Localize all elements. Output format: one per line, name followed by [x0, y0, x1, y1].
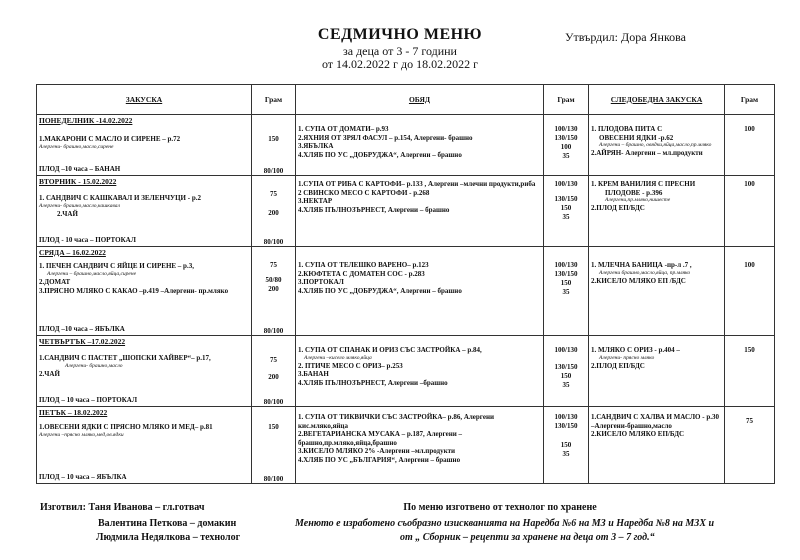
- col-lunch: ОБЯД: [296, 85, 544, 115]
- gram-value: 80/100: [263, 238, 284, 246]
- lunch-item: 4.ХЛЯБ ПЪЛНОЗЪРНЕСТ, Алергени – брашно: [298, 205, 450, 214]
- gram-value: 130/150: [554, 134, 578, 142]
- gram-value: 80/100: [263, 167, 284, 175]
- allergens: Алергени – брашно,масло,яйца,сирене: [47, 271, 137, 277]
- snack-item: ПЛОДОВЕ - р.396: [605, 188, 663, 197]
- fruit-item: ПЛОД –10 часа – БАНАН: [39, 165, 121, 173]
- snack-item: ОВЕСЕНИ ЯДКИ -р.62: [599, 133, 674, 142]
- menu-table: [36, 84, 775, 484]
- fruit-item: ПЛОД –10 часа – ЯБЪЛКА: [39, 325, 125, 333]
- allergens: Алергени –кисело мляко,яйца: [304, 354, 372, 361]
- gram-value: 100: [744, 261, 755, 269]
- day-name: ЧЕТВЪРТЪК –17.02.2022: [39, 337, 126, 346]
- gram-value: 100/130: [554, 125, 578, 133]
- gram-value: 80/100: [263, 398, 284, 406]
- allergens: Алергени- брашно,масло,сирене: [39, 144, 114, 150]
- snack-item: 1.САНДВИЧ С ХАЛВА И МАСЛО - р.30 –Алергени-брашно,масло: [591, 413, 719, 430]
- lunch-item: 4.ХЛЯБ ПО УС „ДОБРУДЖА“, Алергени – брашно: [298, 286, 462, 295]
- fruit-item: ПЛОД – 10 часа – ЯБЪЛКА: [39, 473, 127, 481]
- gram-value: 150: [560, 372, 572, 380]
- gram-value: 150: [268, 135, 279, 143]
- lunch-item: 3.ПОРТОКАЛ: [298, 278, 344, 286]
- gram-value: 50/80: [265, 276, 282, 284]
- gram-value: 80/100: [263, 475, 284, 483]
- gram-value: 75: [746, 417, 753, 425]
- lunch-item: 1. СУПА ОТ ТЕЛЕШКО ВАРЕНО– р.123: [298, 261, 429, 269]
- lunch-item: 2. ПТИЧЕ МЕСО С ОРИЗ– р.253: [298, 361, 403, 370]
- lunch-item: 1. СУПА ОТ ТИКВИЧКИ СЪС ЗАСТРОЙКА– р.86, Алергени кис.мляко,яйца: [298, 413, 495, 430]
- snack-item: 1. КРЕМ ВАНИЛИЯ С ПРЕСНИ: [591, 180, 696, 188]
- date-range: от 14.02.2022 г до 18.02.2022 г: [321, 57, 479, 71]
- breakfast-item: 1.МАКАРОНИ С МАСЛО И СИРЕНЕ – р.72: [39, 135, 181, 143]
- regulation-note: Менюто е изработено съобразно изискванията на Наредба №6 на МЗ и Наредба №8 на МЗХ и: [295, 518, 715, 529]
- prepared-by: Изготвил: Таня Иванова – гл.готвач: [40, 502, 205, 513]
- day-row: [37, 407, 775, 484]
- breakfast-item: 2.ЧАЙ: [57, 210, 78, 218]
- day-row: [37, 176, 775, 247]
- col-snack: СЛЕДОБЕДНА ЗАКУСКА: [589, 85, 725, 115]
- breakfast-item: 1. САНДВИЧ С КАШКАВАЛ И ЗЕЛЕНЧУЦИ - р.2: [39, 194, 201, 202]
- gram-value: 150: [268, 423, 279, 431]
- snack-item: 2.АЙРЯН- Алергени – мл.продукти: [591, 149, 703, 157]
- gram-value: 130/150: [554, 422, 578, 430]
- breakfast-item: 1.ОВЕСЕНИ ЯДКИ С ПРЯСНО МЛЯКО И МЕД– р.81: [39, 423, 213, 431]
- breakfast-item: 1. ПЕЧЕН САНДВИЧ С ЯЙЦЕ И СИРЕНЕ – р.3,: [39, 262, 194, 270]
- breakfast-item: 3.ПРЯСНО МЛЯКО С КАКАО –р.419 –Алергени- пр.мляко: [39, 287, 229, 295]
- snack-item: 2.КИСЕЛО МЛЯКО ЕП /БДС: [591, 276, 686, 285]
- col-gram: Грам: [252, 85, 296, 115]
- gram-value: 35: [562, 288, 570, 296]
- fruit-item: ПЛОД - 10 часа – ПОРТОКАЛ: [39, 236, 136, 244]
- page-title: СЕДМИЧНО МЕНЮ: [317, 26, 483, 43]
- allergens: Алергени брашно,масло,яйца, пр.мляко: [599, 269, 691, 276]
- gram-value: 130/150: [554, 195, 578, 203]
- lunch-item: 2.ЯХНИЯ ОТ ЗРЯЛ ФАСУЛ – р.154, Алергени- брашно: [298, 133, 473, 142]
- gram-value: 100/130: [554, 413, 578, 421]
- snack-item: 2.КИСЕЛО МЛЯКО ЕП/БДС: [591, 430, 685, 438]
- technologist-note: По меню изготвено от технолог по хранене: [403, 502, 597, 513]
- snack-item: 1. ПЛОДОВА ПИТА С: [591, 125, 663, 133]
- gram-value: 35: [562, 152, 570, 160]
- gram-value: 100: [560, 143, 572, 151]
- gram-value: 200: [268, 373, 279, 381]
- snack-item: 1. МЛЕЧНА БАНИЦА -пр-л .7 ,: [591, 261, 692, 269]
- gram-value: 75: [270, 190, 277, 198]
- gram-value: 35: [562, 450, 570, 458]
- gram-value: 150: [560, 204, 572, 212]
- gram-value: 130/150: [554, 270, 578, 278]
- lunch-item: 4.ХЛЯБ ПО УС „БЪЛГАРИЯ“, Алергени – брашно: [298, 455, 461, 464]
- gram-value: 100/130: [554, 261, 578, 269]
- lunch-item: 4.ХЛЯБ ПЪЛНОЗЪРНЕСТ, Алергени –брашно: [298, 378, 448, 387]
- snack-item: 1. МЛЯКО С ОРИЗ - р.404 –: [591, 346, 680, 354]
- gram-value: 150: [744, 346, 755, 354]
- gram-value: 100/130: [554, 180, 578, 188]
- gram-value: 80/100: [263, 327, 284, 335]
- col-breakfast: ЗАКУСКА: [37, 85, 252, 115]
- col-gram: Грам: [725, 85, 775, 115]
- gram-value: 35: [562, 381, 570, 389]
- gram-value: 200: [268, 209, 279, 217]
- approved-by: Утвърдил: Дора Янкова: [565, 30, 686, 44]
- allergens: Алергени –прясно мляко,мед,ов.ядки: [39, 432, 124, 438]
- day-name: ВТОРНИК - 15.02.2022: [39, 177, 117, 186]
- day-name: ПОНЕДЕЛНИК -14.02.2022: [39, 116, 133, 125]
- lunch-item: 1.СУПА ОТ РИБА С КАРТОФИ– р.133 , Алергени –млечни продукти,риба: [298, 180, 536, 188]
- gram-value: 150: [560, 279, 572, 287]
- breakfast-item: 2.ДОМАТ: [39, 278, 71, 286]
- gram-value: 100: [744, 180, 755, 188]
- header-row: [37, 85, 775, 115]
- snack-item: 2.ПЛОД ЕП/БДС: [591, 204, 645, 212]
- lunch-item: 1. СУПА ОТ ДОМАТИ– р.93: [298, 125, 389, 133]
- gram-value: 130/150: [554, 363, 578, 371]
- day-row: [37, 247, 775, 336]
- prepared-by-3: Людмила Недялкова – технолог: [96, 532, 241, 543]
- allergens: Алергени- брашно,масло,кашкавал: [39, 203, 120, 209]
- prepared-by-2: Валентина Петкова – домакин: [98, 518, 237, 529]
- gram-value: 100/130: [554, 346, 578, 354]
- lunch-item: 3.БАНАН: [298, 370, 329, 378]
- lunch-item: 2.ВЕГЕТАРИАНСКА МУСАКА – р.187, Алергени – брашно,пр.мляко,яйца,брашно: [298, 430, 463, 447]
- lunch-item: 2 СВИНСКО МЕСО С КАРТОФИ - р.268: [298, 188, 430, 197]
- day-row: [37, 336, 775, 407]
- col-gram: Грам: [544, 85, 589, 115]
- breakfast-item: 1.САНДВИЧ С ПАСТЕТ „ШОПСКИ ХАЙВЕР“– р.17,: [39, 354, 211, 362]
- day-name: СРЯДА – 16.02.2022: [39, 248, 106, 257]
- gram-value: 35: [562, 213, 570, 221]
- day-row: [37, 115, 775, 176]
- allergens: Алергени,пр.мляко,нишесте: [605, 197, 671, 203]
- day-name: ПЕТЪК – 18.02.2022: [39, 408, 108, 417]
- gram-value: 100: [744, 125, 755, 133]
- snack-item: 2.ПЛОД ЕП/БДС: [591, 361, 645, 370]
- lunch-item: 3.НЕКТАР: [298, 197, 333, 205]
- lunch-item: 3.ЯБЪЛКА: [298, 142, 334, 150]
- lunch-item: 2.КЮФТЕТА С ДОМАТЕН СОС - р.283: [298, 269, 425, 278]
- lunch-item: 4.ХЛЯБ ПО УС „ДОБРУДЖА“, Алергени – брашно: [298, 150, 462, 159]
- gram-value: 75: [270, 356, 277, 364]
- age-subtitle: за деца от 3 - 7 години: [343, 44, 457, 58]
- allergens: Алергени – брашно, овядки,яйца,масло,пр.мляко: [599, 142, 712, 148]
- gram-value: 200: [268, 285, 279, 293]
- fruit-item: ПЛОД – 10 часа – ПОРТОКАЛ: [39, 396, 138, 404]
- breakfast-item: 2.ЧАЙ: [39, 370, 60, 378]
- lunch-item: 1. СУПА ОТ СПАНАК И ОРИЗ СЪС ЗАСТРОЙКА – р.84,: [298, 346, 482, 354]
- regulation-note-2: от „ Сборник – рецепти за хранене на деца от 3 – 7 год.“: [400, 532, 655, 543]
- gram-value: 75: [270, 261, 277, 269]
- allergens: Алергени- брашно,масло: [65, 363, 123, 369]
- gram-value: 150: [560, 441, 572, 449]
- allergens: Алергени- прясно мляко: [599, 354, 655, 361]
- lunch-item: 3.КИСЕЛО МЛЯКО 2% -Алергени –мл.продукти: [298, 447, 456, 455]
